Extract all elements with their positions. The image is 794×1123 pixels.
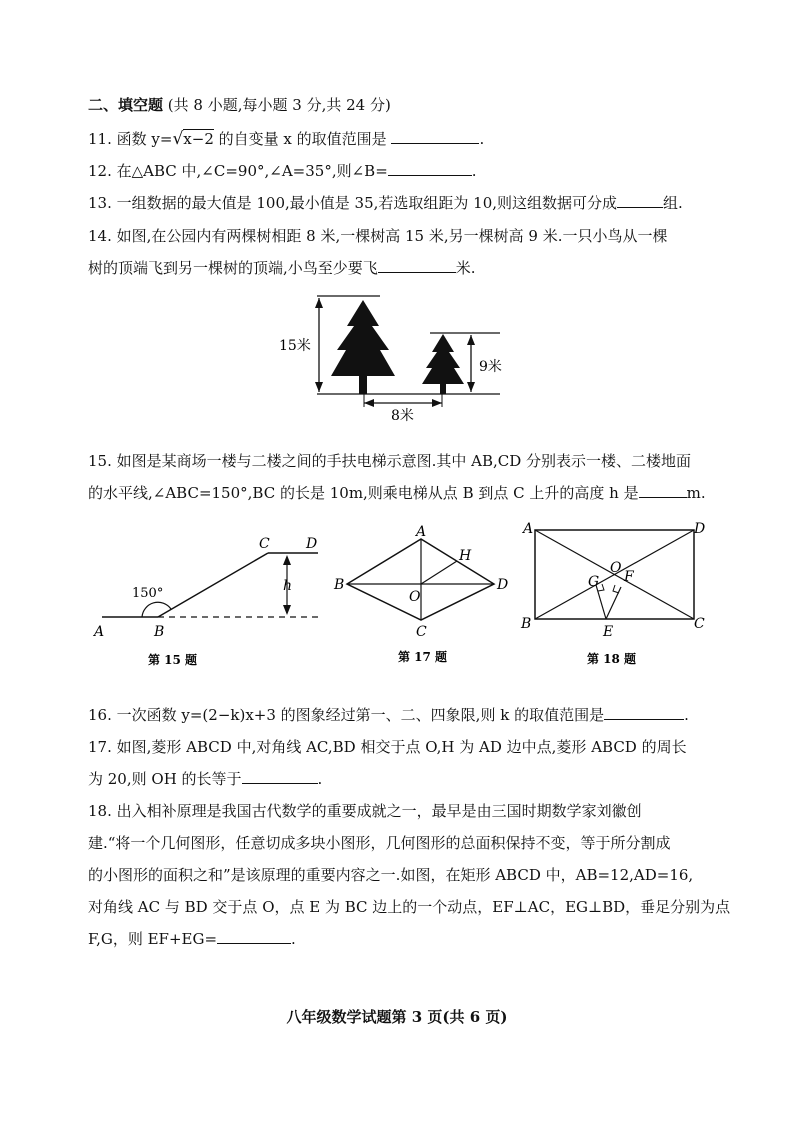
section-heading xyxy=(88,95,391,115)
question-12: 12. 在△ABC 中,∠C=90°,∠A=35°,则∠B= . xyxy=(88,162,477,180)
radicand: x−2 xyxy=(183,130,214,148)
caption-18: 第 18 题 xyxy=(587,652,637,666)
label-15m: 15米 xyxy=(279,338,311,354)
section-title: 二、填空题 xyxy=(88,96,164,114)
question-18-line4: 对角线 AC 与 BD 交于点 O，点 E 为 BC 边上的一个动点，EF⊥AC，EG⊥BD，垂足分别为点 xyxy=(88,898,731,916)
label-C: C xyxy=(259,536,270,552)
answer-blank-11[interactable] xyxy=(391,129,479,144)
question-15-line2: 的水平线,∠ABC=150°,BC 的长是 10m,则乘电梯从点 B 到点 C 上升的高度 h 是 m. xyxy=(88,484,706,502)
question-11: 11. 函数 y=√x−2 的自变量 x 的取值范围是 . xyxy=(88,129,485,149)
answer-blank-15[interactable] xyxy=(639,483,687,498)
label-H: H xyxy=(459,548,472,564)
label-D: D xyxy=(694,521,706,537)
label-9m: 9米 xyxy=(479,359,502,375)
question-18-line3: 的小图形的面积之和”是该原理的重要内容之一.如图，在矩形 ABCD 中，AB=12,AD=16, xyxy=(88,866,694,884)
label-E: E xyxy=(603,624,614,640)
question-17-line1: 17. 如图,菱形 ABCD 中,对角线 AC,BD 相交于点 O,H 为 AD 边中点,菱形 ABCD 的周长 xyxy=(88,738,687,756)
label-A: A xyxy=(523,521,534,537)
label-O: O xyxy=(610,560,622,576)
figure-18-rectangle xyxy=(518,518,714,670)
label-B: B xyxy=(154,624,165,640)
answer-blank-17[interactable] xyxy=(242,769,318,784)
question-18-line1: 18. 出入相补原理是我国古代数学的重要成就之一，最早是由三国时期数学家刘徽创 xyxy=(88,802,642,820)
label-G: G xyxy=(588,574,600,590)
question-14-line1: 14. 如图,在公园内有两棵树相距 8 米,一棵树高 15 米,另一棵树高 9 米.一只小鸟从一棵 xyxy=(88,227,668,245)
answer-blank-13[interactable] xyxy=(617,193,663,208)
question-14-line2: 树的顶端飞到另一棵树的顶端,小鸟至少要飞 米. xyxy=(88,259,476,277)
label-A: A xyxy=(94,624,105,640)
label-A: A xyxy=(416,525,427,540)
label-h: h xyxy=(283,578,293,594)
tall-tree-icon xyxy=(331,300,395,394)
section-note: (共 8 小题,每小题 3 分,共 24 分) xyxy=(167,96,391,114)
answer-blank-18[interactable] xyxy=(217,929,291,944)
question-16: 16. 一次函数 y=(2−k)x+3 的图象经过第一、二、四象限,则 k 的取值范围是 . xyxy=(88,706,689,724)
caption-15: 第 15 题 xyxy=(148,653,198,667)
figure-17-rhombus xyxy=(330,525,520,670)
label-angle: 150° xyxy=(132,586,164,601)
label-B: B xyxy=(334,577,345,593)
question-17-line2: 为 20,则 OH 的长等于 . xyxy=(88,770,323,788)
answer-blank-16[interactable] xyxy=(604,705,684,720)
label-O: O xyxy=(409,589,421,605)
answer-blank-12[interactable] xyxy=(388,161,472,176)
caption-17: 第 17 题 xyxy=(398,650,448,664)
answer-blank-14[interactable] xyxy=(378,258,456,273)
question-15-line1: 15. 如图是某商场一楼与二楼之间的手扶电梯示意图.其中 AB,CD 分别表示一楼、二楼地面 xyxy=(88,452,692,470)
label-C: C xyxy=(416,624,427,640)
question-18-line2: 建.“将一个几何图形，任意切成多块小图形，几何图形的总面积保持不变，等于所分割成 xyxy=(88,834,671,852)
short-tree-icon xyxy=(422,334,464,394)
figure-15-escalator xyxy=(90,528,330,678)
page-footer: 八年级数学试题第 3 页(共 6 页) xyxy=(286,1008,508,1026)
label-D: D xyxy=(497,577,509,593)
label-F: F xyxy=(624,569,634,585)
label-8m: 8米 xyxy=(391,408,414,423)
label-D: D xyxy=(306,536,318,552)
question-13: 13. 一组数据的最大值是 100,最小值是 35,若选取组距为 10,则这组数据可分成 组. xyxy=(88,194,683,212)
question-18-line5: F,G，则 EF+EG= . xyxy=(88,930,296,948)
label-C: C xyxy=(694,616,705,632)
label-B: B xyxy=(521,616,532,632)
figure-14-trees xyxy=(275,288,525,423)
